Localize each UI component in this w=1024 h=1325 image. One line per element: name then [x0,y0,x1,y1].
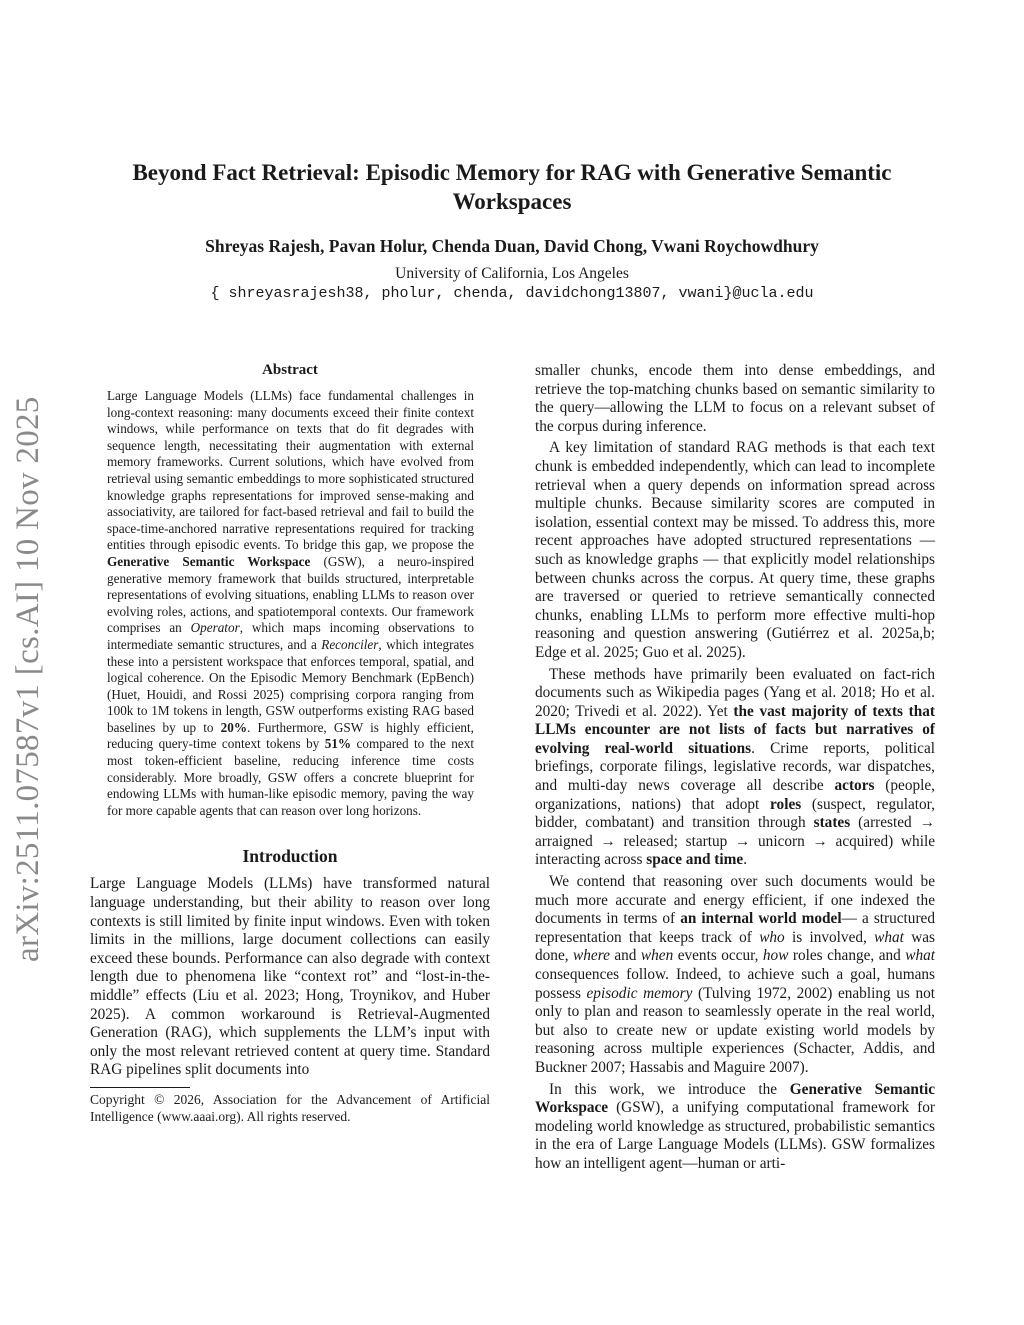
abstract-heading: Abstract [262,362,318,378]
paragraph-gsw-intro: In this work, we introduce the Generative Semantic Workspace (GSW), a unifying computational framework for modeling world knowledge as structured, probabilistic semantics in the era of Large Language Models (LLMs). GSW formalizes how an intelligent agent—human or arti- [535,1080,936,1172]
arxiv-id: arXiv:2511.07587v1 [cs.AI] 10 Nov 2025 [10,396,46,962]
paragraph-narratives: These methods have primarily been evaluated on fact-rich documents such as Wikipedia pages (Yang et al. 2018; Ho et al. 2020; Trivedi et al. 2022). Yet the vast majority of texts that LLMs encounter are not lists of facts but narratives of evolving real-world situations. Crime reports, political briefings, corporate filings, legislative records, war dispatches, and multi-day news coverage all describe actors (people, organizations, nations) that adopt roles (suspect, regulator, bidder, combatant) and transition through states (arrested → arraigned → released; startup → unicorn → acquired) while interacting across space and time. [535,665,936,869]
abstract-text: Large Language Models (LLMs) face fundamental challenges in long-context reasoning: many documents exceed their finite context windows, while performance on texts that do fit degrades with sequence length, necessitating their augmentation with external memory frameworks. Current solutions, which have evolved from retrieval using semantic embeddings to more sophisticated structured knowledge graphs representations for improved sense-making and associativity, are tailored for fact-based retrieval and fail to build the space-time-anchored narrative representations required for tracking entities through episodic events. To bridge this gap, we propose the Generative Semantic Workspace (GSW), a neuro-inspired generative memory framework that builds structured, interpretable representations of evolving situations, enabling LLMs to reason over evolving roles, actions, and spatiotemporal contexts. Our framework comprises an Operator, which maps incoming observations to intermediate semantic structures, and a Reconciler, which integrates these into a persistent workspace that enforces temporal, spatial, and logical coherence. On the Episodic Memory Benchmark (EpBench) (Huet, Houidi, and Rossi 2025) comprising corpora ranging from 100k to 1M tokens in length, GSW outperforms existing RAG based baselines by up to 20%. Furthermore, GSW is highly efficient, reducing query-time context tokens by 51% compared to the next most token-efficient baseline, reducing inference time costs considerably. More broadly, GSW offers a concrete blueprint for endowing LLMs with human-like episodic memory, paving the way for more capable agents that can reason over long horizons. [107,388,475,818]
author-list: Shreyas Rajesh, Pavan Holur, Chenda Duan, David Chong, Vwani Roychowdhury [205,236,819,256]
right-column [535,362,935,1174]
paragraph-rag-continuation: smaller chunks, encode them into dense embeddings, and retrieve the top-matching chunks based on semantic similarity to the query—allowing the LLM to focus on a relevant subset of the corpus during inference. [535,362,935,435]
arxiv-watermark [10,372,50,962]
paragraph-world-model: We contend that reasoning over such documents would be much more accurate and energy efficient, if one indexed the documents in terms of an internal world model— a structured representation that keeps track of who is involved, what was done, where and when events occur, how roles change, and what consequences follow. Indeed, to achieve such a goal, humans possess episodic memory (Tulving 1972, 2002) enabling us not only to plan and reason to seamlessly operate in the real world, but also to create new or update existing world models by reasoning across multiple experiences (Schacter, Addis, and Buckner 2007; Hassabis and Maguire 2007). [535,873,936,1076]
introduction-heading: Introduction [242,846,338,867]
introduction-paragraph: Large Language Models (LLMs) have transformed natural language understanding, but their ability to reason over long contexts is still limited by finite input windows. Even with token limits in the millions, large document collections can easily exceed these bounds. Performance can also degrade with context length due to phenomena like “context rot” and “lost-in-the-middle” effects (Liu et al. 2023; Hong, Troynikov, and Huber 2025). A common workaround is Retrieval-Augmented Generation (RAG), which supplements the LLM’s input with only the most relevant retrieved content at query time. Standard RAG pipelines split documents into [90,875,490,1079]
affiliation: University of California, Los Angeles [395,265,629,282]
left-column [90,362,490,1126]
author-emails: { shreyasrajesh38, pholur, chenda, davidchong13807, vwani}@ucla.edu [210,285,814,302]
paragraph-rag-limitation: A key limitation of standard RAG methods is that each text chunk is embedded independently, which can lead to incomplete retrieval when a query depends on information spread across multiple chunks. Because similarity scores are computed in isolation, essential context may be missed. To address this, more recent approaches have adopted structured representations — such as knowledge graphs — that explicitly model relationships between chunks across the corpus. At query time, these graphs are traversed or queried to retrieve semantically connected chunks, enabling LLMs to perform more effective multi-hop reasoning and question answering (Gutiérrez et al. 2025a,b; Edge et al. 2025; Guo et al. 2025). [535,439,935,661]
paper-title: Beyond Fact Retrieval: Episodic Memory for RAG with Generative Semantic Workspaces [132,160,892,214]
footnote-divider [90,1087,190,1088]
copyright-footnote: Copyright © 2026, Association for the Advancement of Artificial Intelligence (www.aaai.org). All rights reserved. [90,1091,490,1124]
